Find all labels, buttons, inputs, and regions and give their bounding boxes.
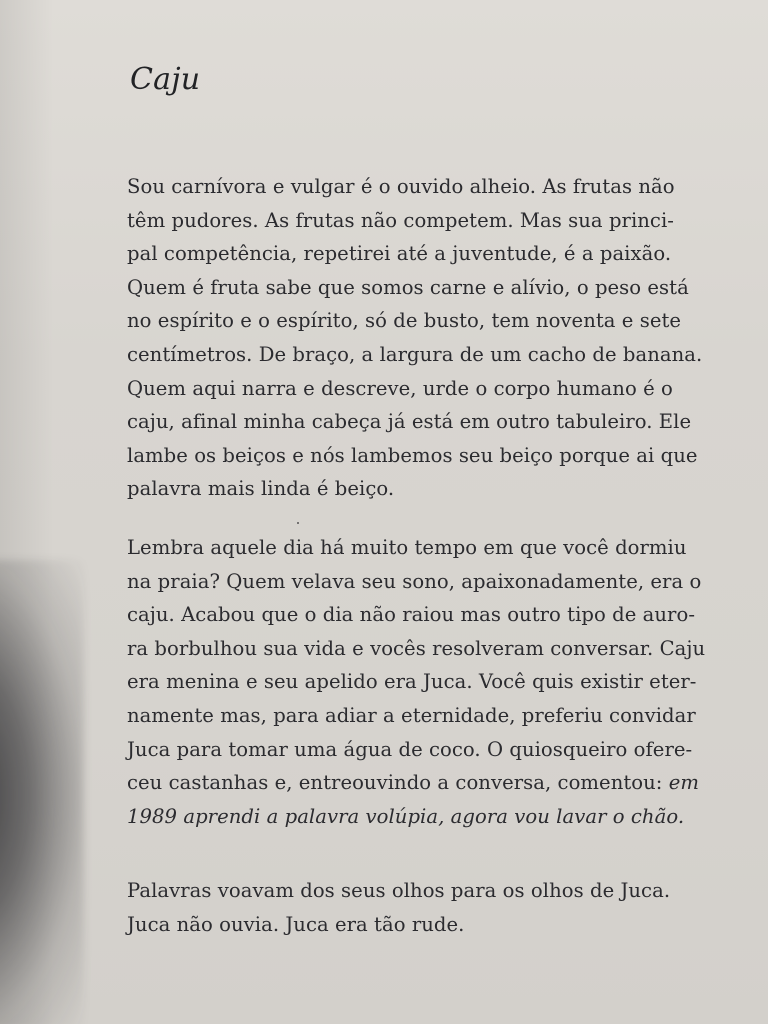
paragraph-2-line-3: caju. Acabou que o dia não raiou mas outro tipo de auro-: [127, 603, 695, 627]
paragraph-2-line-9: 1989 aprendi a palavra volúpia, agora vou lavar o chão.: [127, 804, 685, 828]
paragraph-1: [127, 170, 737, 506]
page-shadow: [0, 560, 84, 1024]
paragraph-3-line-1: Palavras voavam dos seus olhos para os olhos de Juca.: [127, 879, 671, 902]
paragraph-1-line-1: Sou carnívora e vulgar é o ouvido alheio. As frutas não: [127, 175, 675, 198]
paragraph-2-line-7: Juca para tomar uma água de coco. O quiosqueiro ofere-: [127, 737, 693, 761]
paragraph-1-line-2: têm pudores. As frutas não competem. Mas sua princi-: [127, 208, 674, 232]
paragraph-2-line-5: era menina e seu apelido era Juca. Você quis existir eter-: [127, 670, 697, 694]
paragraph-1-line-7: Quem aqui narra e descreve, urde o corpo humano é o: [127, 376, 673, 400]
paragraph-1-line-3: pal competência, repetirei até a juventude, é a paixão.: [127, 242, 672, 266]
paragraph-1-line-5: no espírito e o espírito, só de busto, tem noventa e sete: [127, 309, 682, 333]
paragraph-2-line-2: na praia? Quem velava seu sono, apaixonadamente, era o: [127, 569, 702, 593]
paragraph-3: [127, 874, 737, 941]
paragraph-1-line-9: lambe os beiços e nós lambemos seu beiço porque ai que: [127, 443, 698, 467]
paragraph-1-line-4: Quem é fruta sabe que somos carne e alívio, o peso está: [127, 275, 689, 299]
paragraph-3-line-2: Juca não ouvia. Juca era tão rude.: [127, 912, 465, 936]
paragraph-2-line-8-text: ceu castanhas e, entreouvindo a conversa, comentou:: [127, 771, 663, 795]
paragraph-2: [127, 531, 737, 833]
paragraph-2-line-6: namente mas, para adiar a eternidade, preferiu convidar: [127, 703, 696, 727]
print-dot: [297, 522, 299, 524]
paragraph-2-line-1: Lembra aquele dia há muito tempo em que você dormiu: [127, 536, 687, 559]
paragraph-1-line-8: caju, afinal minha cabeça já está em outro tabuleiro. Ele: [127, 410, 692, 434]
paragraph-1-line-10: palavra mais linda é beiço.: [127, 477, 395, 501]
chapter-title: Caju: [130, 62, 201, 97]
paragraph-2-line-8: [127, 766, 737, 800]
paragraph-2-line-4: ra borbulhou sua vida e vocês resolveram conversar. Caju: [127, 636, 706, 660]
paragraph-2-line-8-italic: em: [668, 771, 700, 795]
paragraph-1-line-6: centímetros. De braço, a largura de um cacho de banana.: [127, 342, 703, 366]
